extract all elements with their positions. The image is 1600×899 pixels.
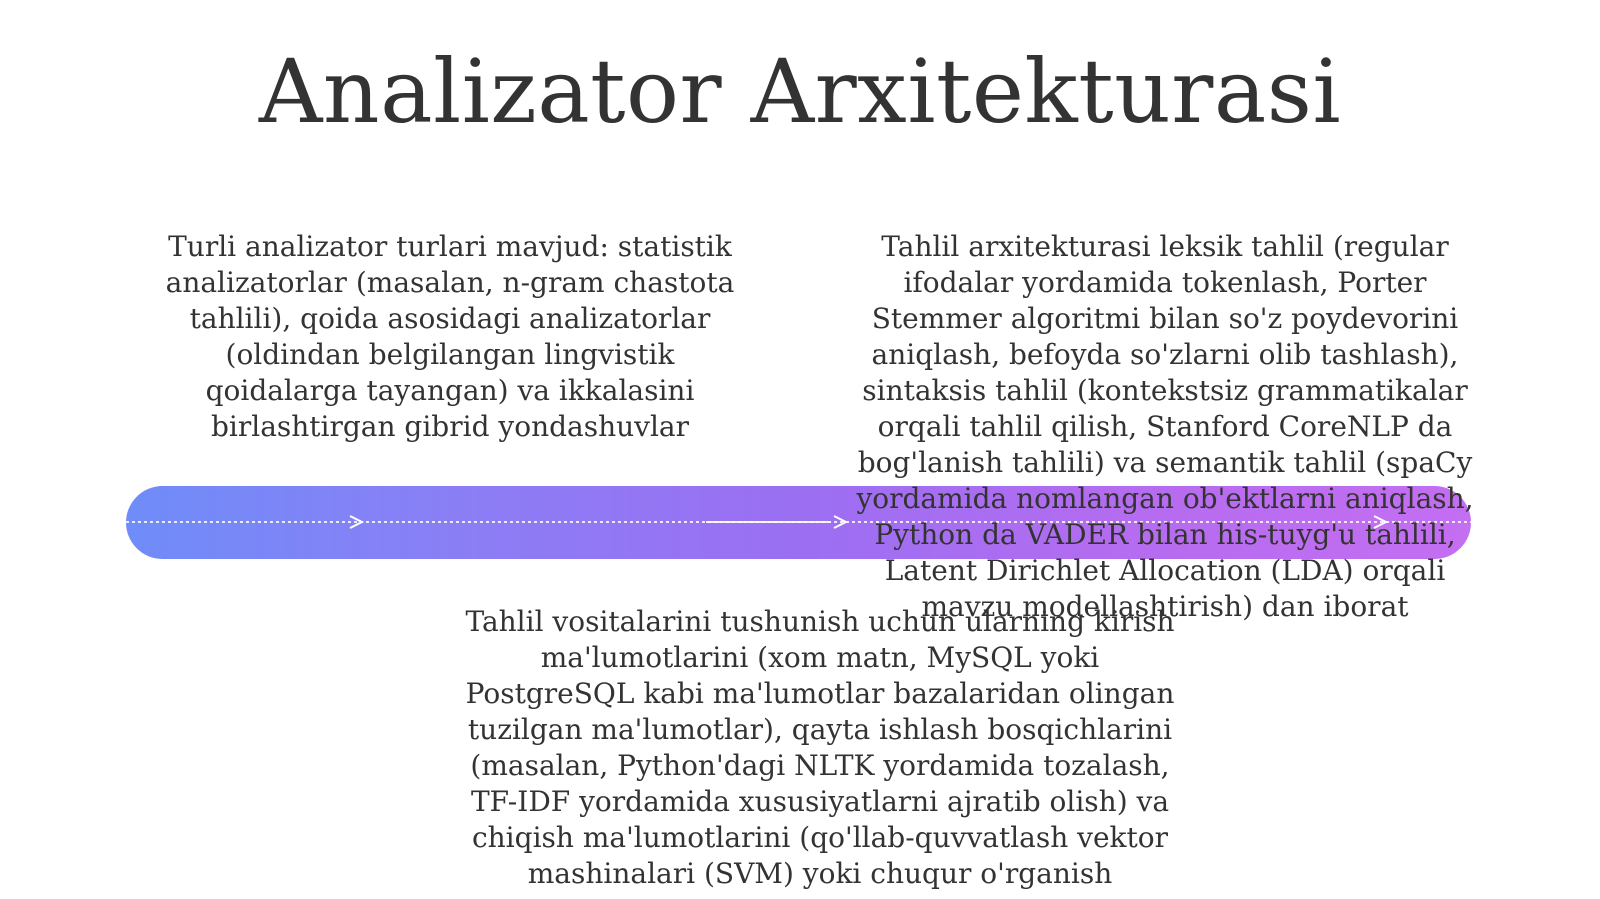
text-block-analysis-architecture: Tahlil arxitekturasi leksik tahlil (regular ifodalar yordamida tokenlash, Porter Stemmer algoritmi bilan so'z poydevorini aniqlash, befoyda so'zlarni olib tashlash), sintaksis tahlil (kontekstsiz grammatikalar orqali tahlil qilish, Stanford CoreNLP da bog'lanish tahlili) va semantik tahlil (spaCy yordamida nomlangan ob'ektlarni aniqlash, Python da VADER bilan his-tuyg'u tahlili, Latent Dirichlet Allocation (LDA) orqali mavzu modellashtirish) dan iborat xyxy=(856,230,1474,623)
slide-title: Analizator Arxitekturasi xyxy=(258,40,1342,143)
text-block-analysis-tools: Tahlil vositalarini tushunish uchun ularning kirish ma'lumotlarini (xom matn, MySQL yoki PostgreSQL kabi ma'lumotlar bazalaridan olingan tuzilgan ma'lumotlar), qayta ishlash bosqichlarini (masalan, Python'dagi NLTK yordamida tozalash, TF-IDF yordamida xususiyatlarni ajratib olish) va chiqish ma'lumotlarini (qo'llab-quvvatlash vektor mashinalari (SVM) yoki chuqur o'rganish xyxy=(465,605,1175,890)
text-block-analyzer-types: Turli analizator turlari mavjud: statistik analizatorlar (masalan, n-gram chastota tahlili), qoida asosidagi analizatorlar (oldindan belgilangan lingvistik qoidalarga tayangan) va ikkalasini birlashtirgan gibrid yondashuvlar xyxy=(165,230,735,443)
